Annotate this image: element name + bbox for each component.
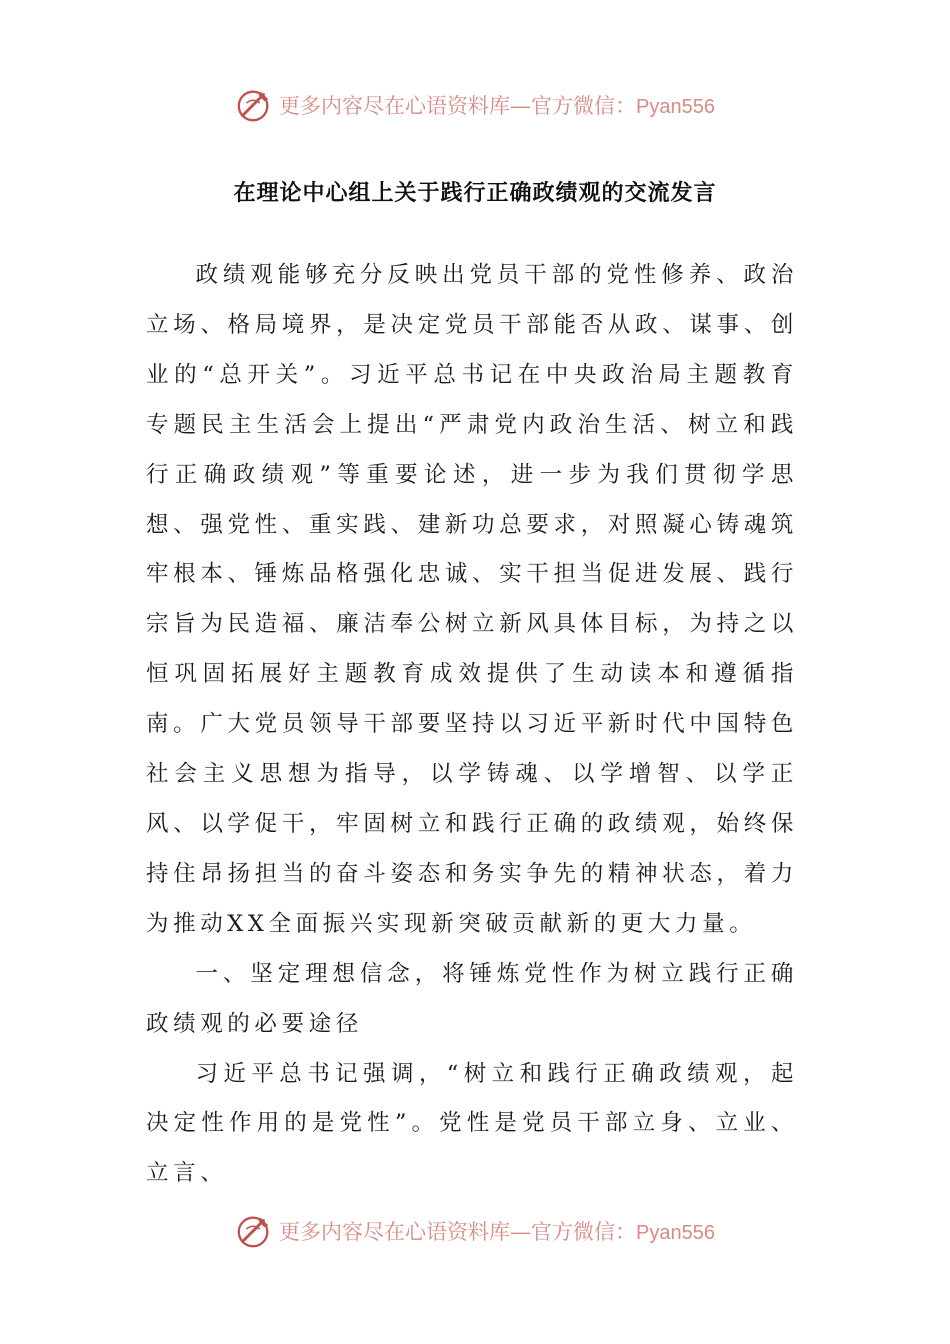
wechat-id: Pyan556 [636, 1222, 715, 1244]
watermark-banner-top [0, 82, 950, 128]
body-paragraph: 习近平总书记强调，“树立和践行正确政绩观，起决定性作用的是党性”。党性是党员干部立身、立业、立言、 [146, 1060, 798, 1187]
watermark-banner-bottom [0, 1208, 950, 1254]
section-heading: 一、坚定理想信念，将锤炼党性作为树立践行正确政绩观的必要途径 [146, 960, 798, 1037]
body-paragraph: 政绩观能够充分反映出党员干部的党性修养、政治立场、格局境界，是决定党员干部能否从政、谋事、创业的“总开关”。习近平总书记在中央政治局主题教育专题民主生活会上提出“严肃党内政治生活、树立和践行正确政绩观”等重要论述，进一步为我们贯彻学思想、强党性、重实践、建新功总要求，对照凝心铸魂筑牢根本、锤炼品格强化忠诚、实干担当促进发展、践行宗旨为民造福、廉洁奉公树立新风具体目标，为持之以恒巩固拓展好主题教育成效提供了生动读本和遵循指南。广大党员领导干部要坚持以习近平新时代中国特色社会主义思想为指导，以学铸魂、以学增智、以学正风、以学促干，牢固树立和践行正确的政绩观，始终保持住昂扬担当的奋斗姿态和务实争先的精神状态，着力为推动XX全面振兴实现新突破贡献新的更大力量。 [146, 262, 798, 937]
watermark-text: 更多内容尽在心语资料库—官方微信：Pyan556 [279, 1220, 715, 1244]
pen-circle-logo-icon [235, 1212, 273, 1250]
watermark-text: 更多内容尽在心语资料库—官方微信：Pyan556 [279, 94, 715, 118]
document-body [146, 251, 798, 1199]
pen-circle-logo-icon [235, 86, 273, 124]
document-title: 在理论中心组上关于践行正确政绩观的交流发言 [233, 181, 717, 206]
wechat-id: Pyan556 [636, 96, 715, 118]
